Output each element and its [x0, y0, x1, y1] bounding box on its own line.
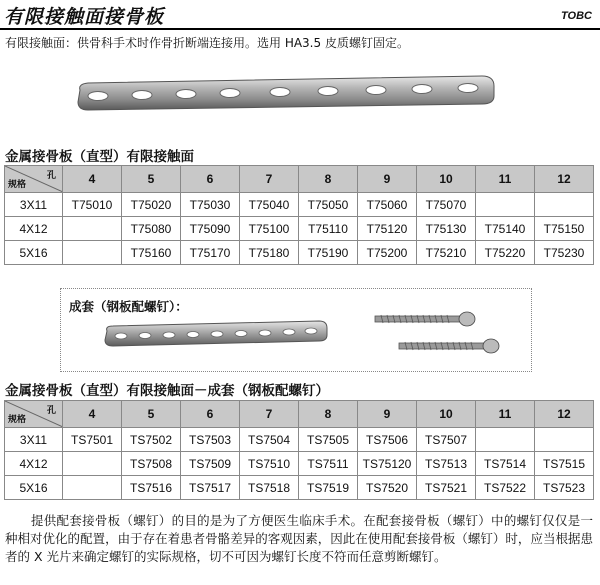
column-header: 6	[181, 401, 240, 428]
column-header: 4	[63, 166, 122, 193]
table-cell: TS7517	[181, 476, 240, 500]
usage-note: 提供配套接骨板（螺钉）的目的是为了方便医生临床手术。在配套接骨板（螺钉）中的螺钉仅仅是一种相对优化的配置，由于存在着患者骨骼差异的客观因素，因此在使用配套接骨板（螺钉）时，应当根据患者的 X 光片来确定螺钉的实际规格，切不可因为螺钉长度不符而任意剪断螺钉。	[5, 513, 593, 564]
column-header: 11	[476, 166, 535, 193]
spec-cell: 5X16	[5, 476, 63, 500]
table-row	[5, 217, 594, 241]
table-cell: T75170	[181, 241, 240, 265]
table-cell: TS7504	[240, 428, 299, 452]
column-header: 5	[122, 401, 181, 428]
table-cell: TS7521	[417, 476, 476, 500]
column-header: 6	[181, 166, 240, 193]
table-header-row	[5, 401, 594, 428]
table-cell: T75080	[122, 217, 181, 241]
table-cell: T75150	[535, 217, 594, 241]
table-cell: TS7518	[240, 476, 299, 500]
corner-holes-label: 孔	[46, 171, 56, 181]
table-row	[5, 476, 594, 500]
table-cell: TS7520	[358, 476, 417, 500]
table-cell: T75200	[358, 241, 417, 265]
table-cell: T75140	[476, 217, 535, 241]
table-cell: TS7513	[417, 452, 476, 476]
table-cell: T75130	[417, 217, 476, 241]
page-header	[0, 0, 600, 31]
table-row	[5, 428, 594, 452]
table-cell: TS7508	[122, 452, 181, 476]
column-header: 11	[476, 401, 535, 428]
table-cell: TS7523	[535, 476, 594, 500]
kit-illustration-box	[60, 288, 532, 372]
table-cell	[535, 193, 594, 217]
table-row	[5, 452, 594, 476]
column-header: 5	[122, 166, 181, 193]
table-cell: TS7501	[63, 428, 122, 452]
table-cell: TS75120	[358, 452, 417, 476]
table-corner-cell	[5, 401, 63, 428]
table-cell: T75110	[299, 217, 358, 241]
kit-spec-table	[4, 400, 594, 500]
table-cell: T75050	[299, 193, 358, 217]
table-cell	[535, 428, 594, 452]
table-cell: TS7510	[240, 452, 299, 476]
spec-cell: 3X11	[5, 428, 63, 452]
spec-cell: 5X16	[5, 241, 63, 265]
product-code: TOBC	[561, 10, 592, 22]
table-cell	[63, 241, 122, 265]
table-cell: T75120	[358, 217, 417, 241]
column-header: 4	[63, 401, 122, 428]
corner-spec-label: 规格	[8, 180, 27, 190]
table2-title: 金属接骨板（直型）有限接触面－成套（钢板配螺钉）	[5, 383, 329, 399]
table-cell	[476, 428, 535, 452]
column-header: 10	[417, 166, 476, 193]
screw-image	[373, 311, 477, 327]
table-cell: TS7505	[299, 428, 358, 452]
table-row	[5, 241, 594, 265]
column-header: 10	[417, 401, 476, 428]
column-header: 12	[535, 401, 594, 428]
corner-spec-label: 规格	[8, 415, 27, 425]
column-header: 7	[240, 166, 299, 193]
table-cell: T75040	[240, 193, 299, 217]
kit-label: 成套（钢板配螺钉）：	[69, 299, 188, 314]
table-cell: TS7515	[535, 452, 594, 476]
table-cell: T75090	[181, 217, 240, 241]
column-header: 12	[535, 166, 594, 193]
table-cell: TS7509	[181, 452, 240, 476]
table-cell: T75020	[122, 193, 181, 217]
plate-spec-table	[4, 165, 594, 265]
column-header: 8	[299, 401, 358, 428]
table-cell	[476, 193, 535, 217]
spec-cell: 4X12	[5, 452, 63, 476]
table-cell: TS7514	[476, 452, 535, 476]
table-cell: T75010	[63, 193, 122, 217]
screw-image	[397, 338, 501, 354]
bone-plate-image	[70, 74, 500, 118]
column-header: 7	[240, 401, 299, 428]
table-cell: TS7522	[476, 476, 535, 500]
table-cell	[63, 217, 122, 241]
table-cell: T75160	[122, 241, 181, 265]
corner-holes-label: 孔	[46, 406, 56, 416]
column-header: 9	[358, 401, 417, 428]
table-cell: T75180	[240, 241, 299, 265]
table-cell: TS7503	[181, 428, 240, 452]
table-cell: T75070	[417, 193, 476, 217]
table-cell: TS7511	[299, 452, 358, 476]
table-cell: T75230	[535, 241, 594, 265]
spec-cell: 4X12	[5, 217, 63, 241]
table-cell: TS7516	[122, 476, 181, 500]
table-cell: T75220	[476, 241, 535, 265]
table-cell: T75060	[358, 193, 417, 217]
column-header: 8	[299, 166, 358, 193]
table-row	[5, 193, 594, 217]
page-title: 有限接触面接骨板	[4, 6, 165, 28]
spec-cell: 3X11	[5, 193, 63, 217]
table-cell: TS7519	[299, 476, 358, 500]
table-cell	[63, 476, 122, 500]
table-cell: T75030	[181, 193, 240, 217]
header-rule	[0, 28, 600, 30]
column-header: 9	[358, 166, 417, 193]
table-cell: T75100	[240, 217, 299, 241]
table1-title: 金属接骨板（直型）有限接触面	[5, 149, 194, 165]
table-cell: TS7507	[417, 428, 476, 452]
product-description: 有限接触面：供骨科手术时作骨折断端连接用。选用 HA3.5 皮质螺钉固定。	[5, 36, 409, 50]
table-cell: TS7506	[358, 428, 417, 452]
table-cell	[63, 452, 122, 476]
table-cell: T75210	[417, 241, 476, 265]
table-header-row	[5, 166, 594, 193]
table-corner-cell	[5, 166, 63, 193]
table-cell: T75190	[299, 241, 358, 265]
table-cell: TS7502	[122, 428, 181, 452]
kit-plate-image	[101, 319, 331, 349]
